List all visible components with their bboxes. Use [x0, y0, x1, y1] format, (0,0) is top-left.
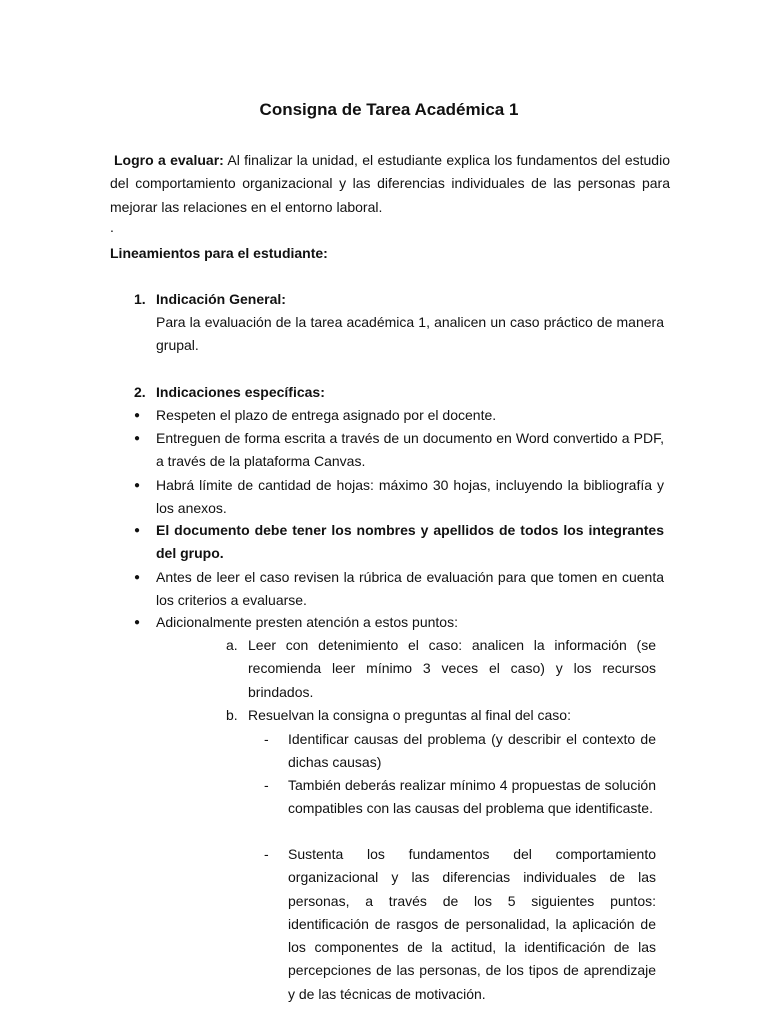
sub-item-marker: a. [226, 637, 238, 653]
section-1-heading [134, 288, 286, 311]
intro-text: Al finalizar la unidad, el estudiante explica los fundamentos del estudio del comportamiento organizacional y las diferencias individuales de las personas para mejorar las relaciones en el entorno laboral. [110, 152, 670, 215]
bullet-text: Adicionalmente presten atención a estos puntos: [156, 614, 458, 630]
sub-item-a [226, 634, 656, 704]
dash-text: Sustenta los fundamentos del comportamiento organizacional y las diferencias individuales de las personas, a través de los 5 siguientes puntos: identificación de rasgos de personalidad, la aplicación de los componentes de la actitud, la identificación de las percepciones de las personas, de los tipos de aprendizaje y de las técnicas de motivación. [288, 846, 656, 1002]
bullet-text: Habrá límite de cantidad de hojas: máximo 30 hojas, incluyendo la bibliografía y los anexos. [156, 477, 664, 517]
dash-text: Identificar causas del problema (y describir el contexto de dichas causas) [288, 731, 656, 771]
sub-item-text: Leer con detenimiento el caso: analicen la información (se recomienda leer mínimo 3 veces el caso) y los recursos brindados. [248, 637, 656, 700]
bullet-item [134, 611, 664, 634]
section-2-heading [134, 381, 325, 404]
bullet-item-bold [134, 519, 664, 566]
stray-dot: . [110, 219, 114, 235]
dash-item [264, 728, 656, 775]
sub-item-marker: b. [226, 707, 238, 723]
dash-marker: - [264, 731, 269, 747]
bullet-item [134, 474, 664, 521]
section-2-title: Indicaciones específicas: [156, 384, 325, 400]
bullet-icon: ● [134, 572, 141, 583]
bullet-text: Entreguen de forma escrita a través de un documento en Word convertido a PDF, a través de la plataforma Canvas. [156, 430, 664, 470]
bullet-icon: ● [134, 410, 141, 421]
intro-paragraph [110, 149, 670, 219]
bullet-icon: ● [134, 480, 141, 491]
dash-text: También deberás realizar mínimo 4 propuestas de solución compatibles con las causas del problema que identificaste. [288, 777, 656, 817]
lineamientos-heading: Lineamientos para el estudiante: [110, 245, 328, 261]
bullet-item [134, 566, 664, 613]
dash-marker: - [264, 777, 269, 793]
bullet-item [134, 404, 664, 427]
bullet-icon: ● [134, 617, 141, 628]
sub-item-text: Resuelvan la consigna o preguntas al final del caso: [248, 707, 571, 723]
section-2-number: 2. [134, 384, 146, 400]
sub-item-b [226, 704, 656, 727]
intro-label: Logro a evaluar: [114, 152, 224, 168]
bullet-item [134, 427, 664, 474]
bullet-icon: ● [134, 433, 141, 444]
bullet-text: Respeten el plazo de entrega asignado por el docente. [156, 407, 497, 423]
bullet-text: Antes de leer el caso revisen la rúbrica de evaluación para que tomen en cuenta los criterios a evaluarse. [156, 569, 664, 609]
bullet-icon: ● [134, 525, 141, 536]
document-title: Consigna de Tarea Académica 1 [259, 100, 519, 119]
section-1-body: Para la evaluación de la tarea académica 1, analicen un caso práctico de manera grupal. [156, 314, 664, 354]
dash-item [264, 843, 656, 1006]
dash-marker: - [264, 846, 269, 862]
dash-item [264, 774, 656, 821]
section-1-title: Indicación General: [156, 291, 286, 307]
bullet-text: El documento debe tener los nombres y apellidos de todos los integrantes del grupo. [156, 522, 664, 562]
section-1-number: 1. [134, 291, 146, 307]
